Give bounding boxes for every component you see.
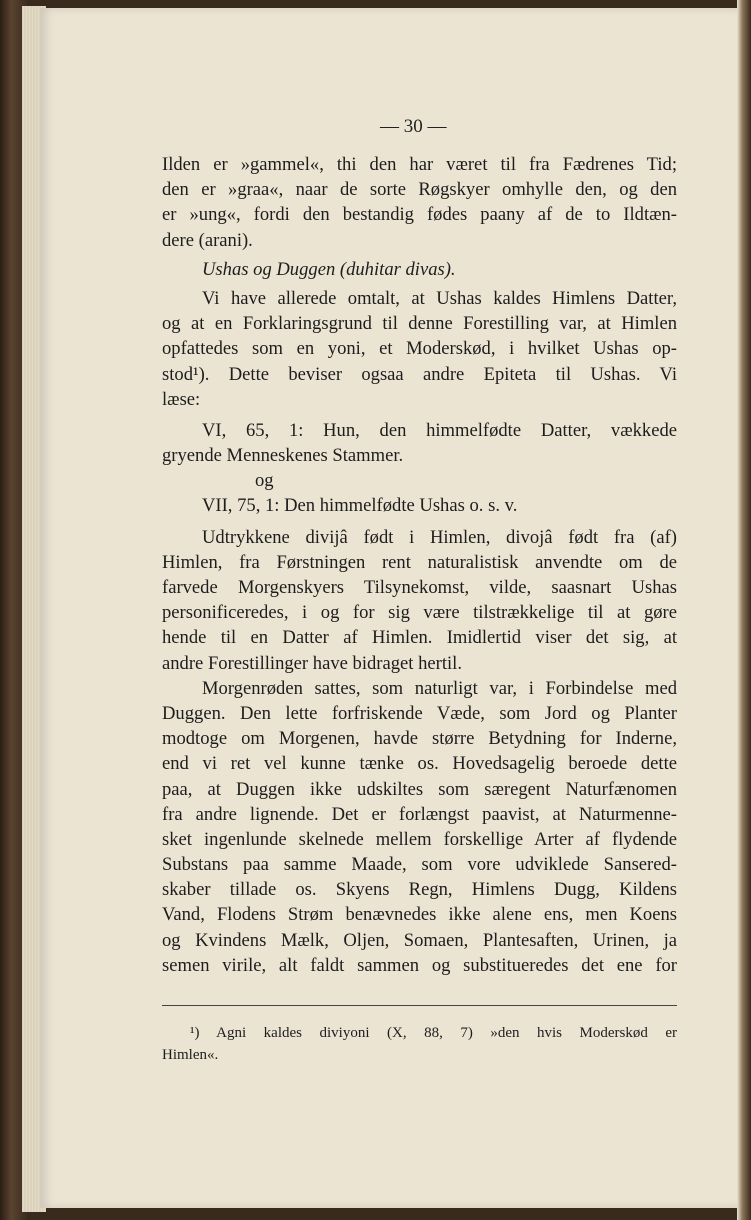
text-line: end vi ret vel kunne tænke os. Hovedsagelig beroede dette: [162, 753, 677, 775]
text-line: andre Forestillinger have bidraget hertil.: [162, 652, 462, 674]
footnote-divider: [162, 1005, 677, 1006]
text-line: er »ung«, fordi den bestandig fødes paany af de to Ildtæn-: [162, 204, 677, 226]
text-line: opfattedes som en yoni, et Moderskød, i hvilket Ushas op-: [162, 338, 677, 360]
text-line: Duggen. Den lette forfriskende Væde, som Jord og Planter: [162, 702, 677, 724]
text-line: paa, at Duggen ikke udskiltes som særegent Naturfænomen: [162, 778, 677, 800]
body-text: [162, 152, 677, 978]
og-separator: og: [255, 470, 274, 492]
text-line: sket ingenlunde skelnede mellem forskellige Arter af flydende: [162, 828, 677, 850]
text-line: Morgenrøden sattes, som naturligt var, i Forbindelse med: [202, 677, 677, 699]
text-line: Udtrykkene divijâ født i Himlen, divojâ født fra (af): [202, 526, 677, 548]
text-line: Vand, Flodens Strøm benævnedes ikke alene ens, men Koens: [162, 904, 677, 926]
quote-line: VI, 65, 1: Hun, den himmelfødte Datter, vækkede: [202, 419, 677, 441]
section-heading: Ushas og Duggen (duhitar divas).: [202, 258, 456, 280]
quote-line: gryende Menneskenes Stammer.: [162, 445, 404, 467]
text-line: Vi have allerede omtalt, at Ushas kaldes Himlens Datter,: [202, 287, 677, 309]
text-line: og at en Forklaringsgrund til denne Forestilling var, at Himlen: [162, 313, 677, 335]
text-line: semen virile, alt faldt sammen og substitueredes det ene for: [162, 954, 677, 976]
text-line: dere (arani).: [162, 229, 253, 251]
page-right-edge: [737, 0, 751, 1220]
footnote-line: ¹) Agni kaldes diviyoni (X, 88, 7) »den hvis Moderskød er: [190, 1025, 677, 1041]
text-line: fra andre lignende. Det er forlængst paavist, at Naturmenne-: [162, 803, 677, 825]
text-line: personificeredes, i og for sig være tilstrækkelige til at gøre: [162, 602, 677, 624]
text-line: stod¹). Dette beviser ogsaa andre Epiteta til Ushas. Vi: [162, 363, 677, 385]
text-line: læse:: [162, 388, 201, 410]
text-line: den er »graa«, naar de sorte Røgskyer omhylle den, og den: [162, 179, 677, 201]
footnote: [162, 1022, 677, 1066]
text-line: Ilden er »gammel«, thi den har været til fra Fædrenes Tid;: [162, 154, 677, 175]
text-line: skaber tillade os. Skyens Regn, Himlens Dugg, Kildens: [162, 879, 677, 901]
text-line: modtoge om Morgenen, havde større Betydning for Inderne,: [162, 728, 677, 750]
page-number: — 30 —: [380, 116, 447, 137]
text-line: Substans paa samme Maade, som vore udviklede Sansered-: [162, 854, 677, 876]
text-line: farvede Morgenskyers Tilsynekomst, vilde, saasnart Ushas: [162, 577, 677, 598]
text-line: hende til en Datter af Himlen. Imidlertid viser det sig, at: [162, 627, 677, 649]
text-line: og Kvindens Mælk, Oljen, Somaen, Plantesaften, Urinen, ja: [162, 929, 677, 951]
footnote-line: Himlen«.: [162, 1047, 219, 1063]
quote-line: VII, 75, 1: Den himmelfødte Ushas o. s. v.: [202, 495, 518, 517]
text-line: Himlen, fra Førstningen rent naturalistisk anvendte om de: [162, 551, 677, 573]
